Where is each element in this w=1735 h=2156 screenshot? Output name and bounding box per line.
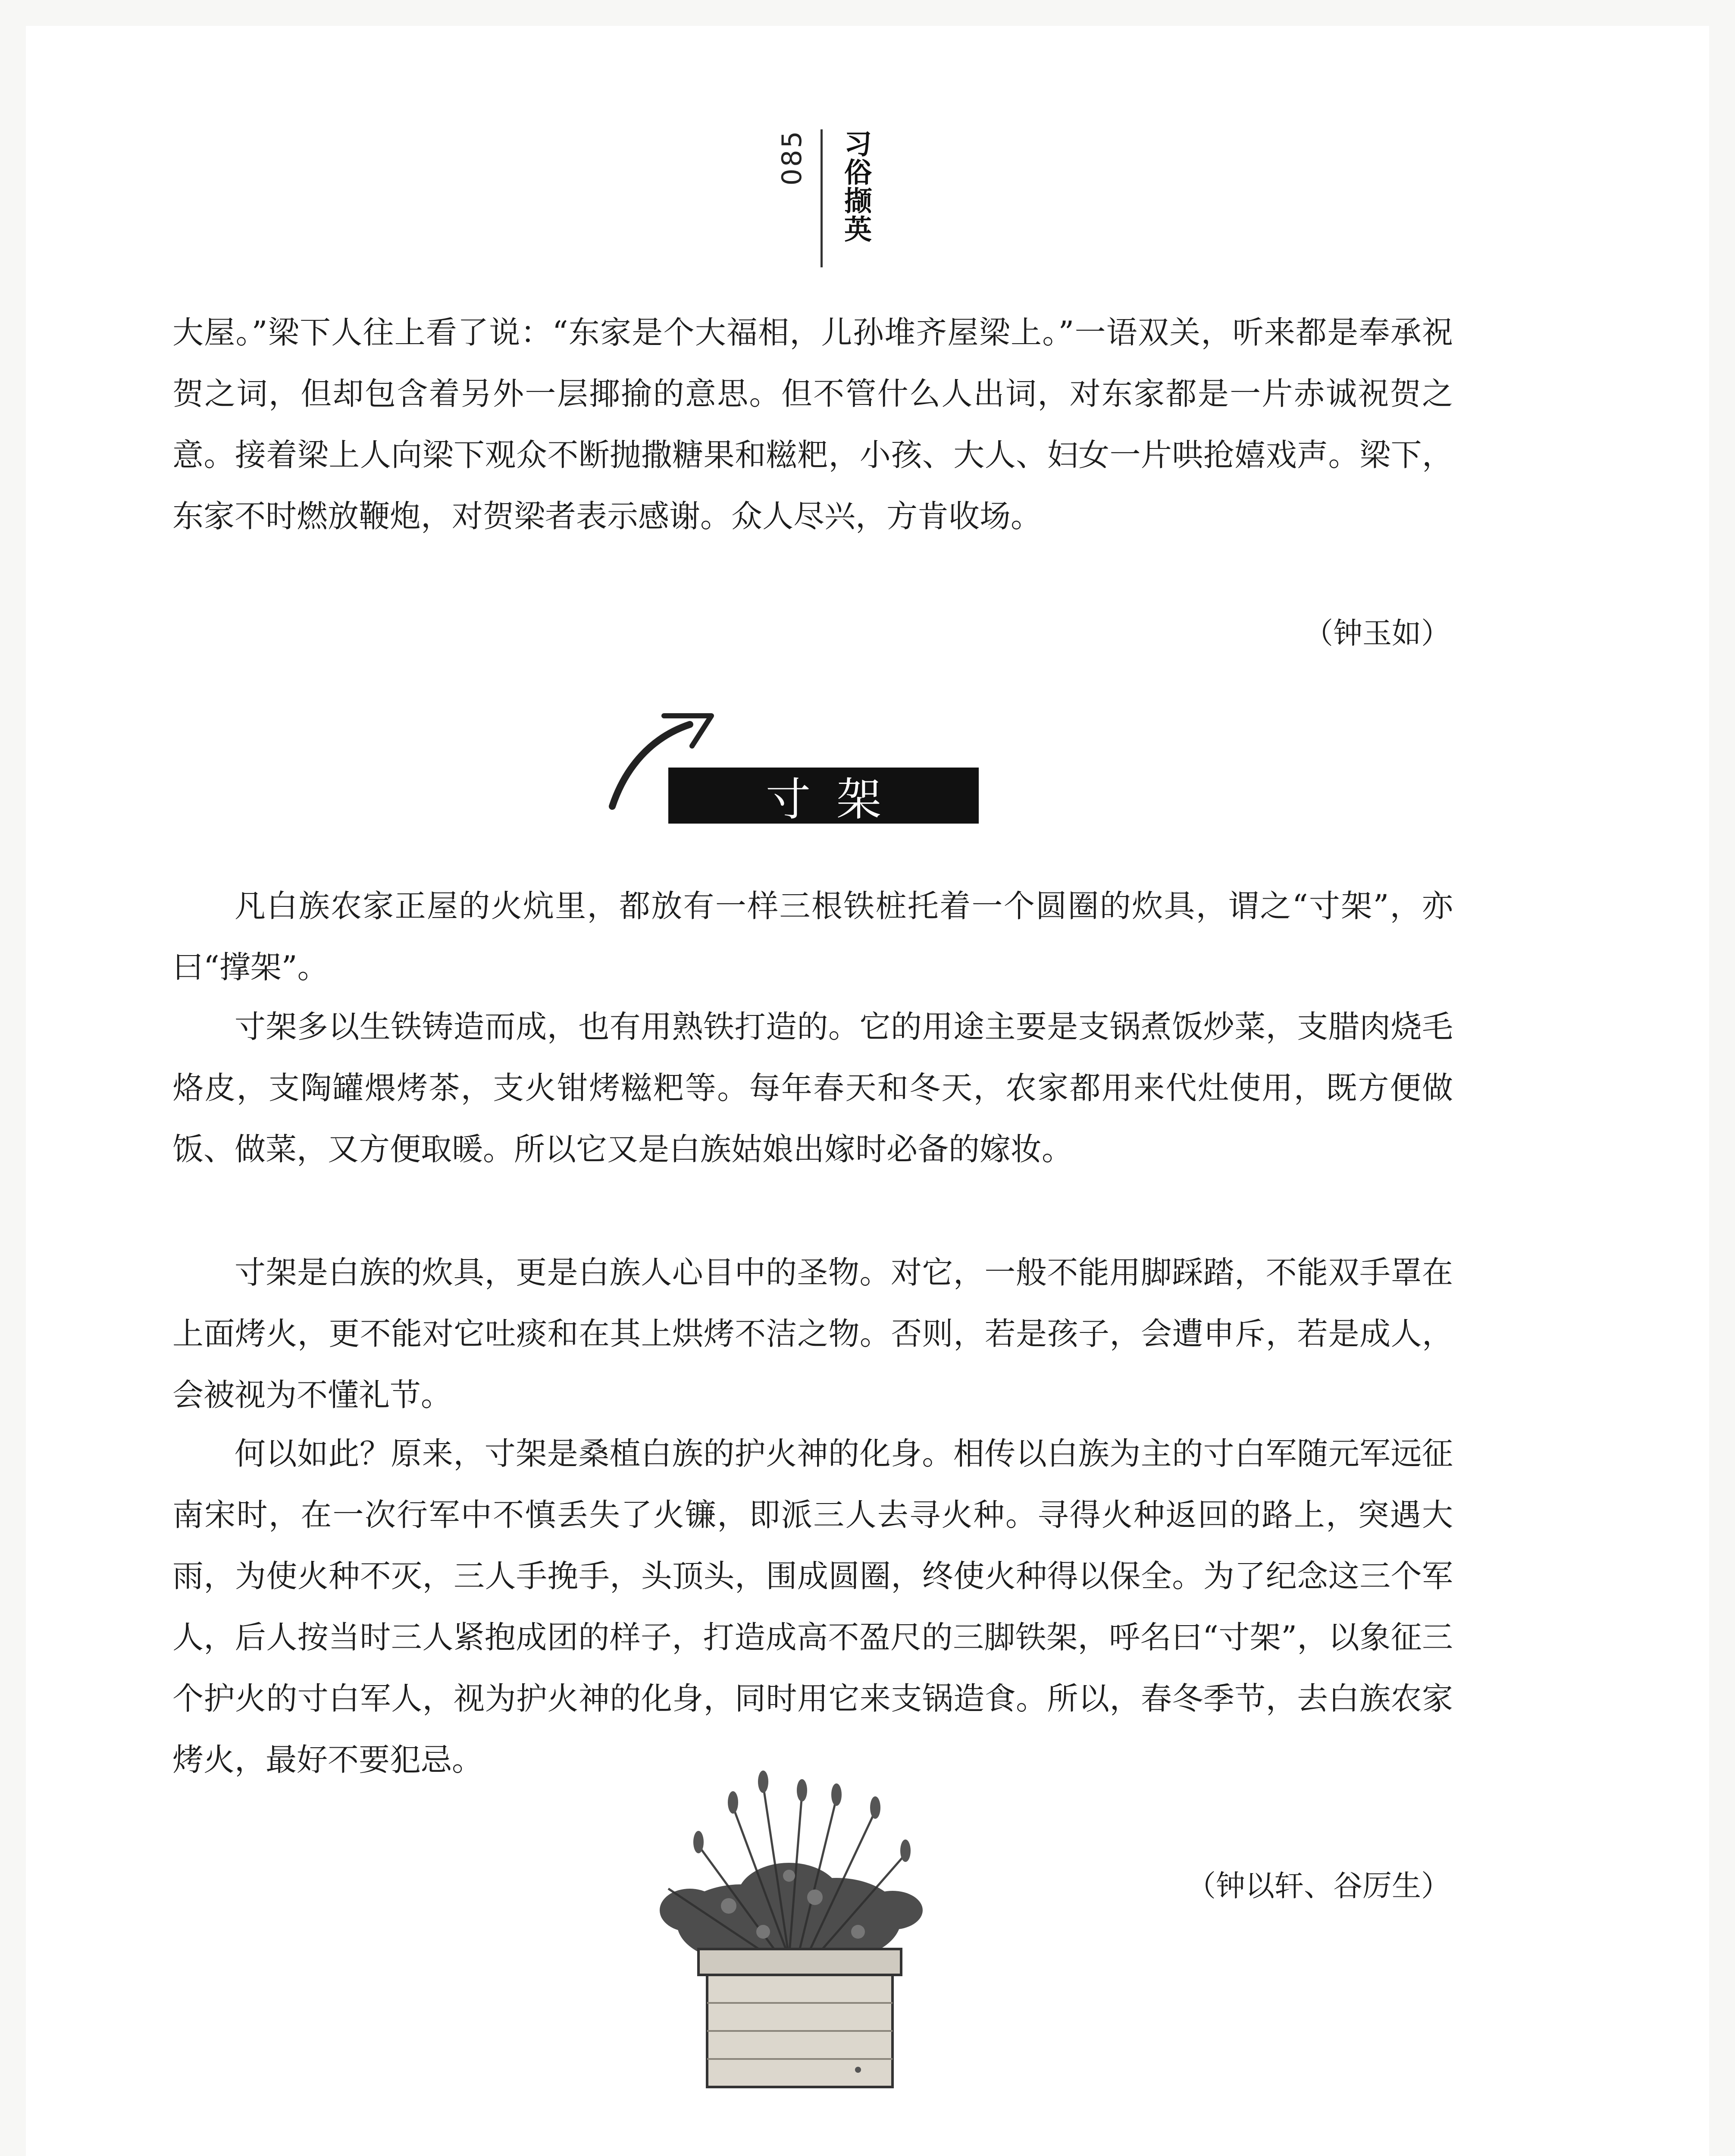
intro-paragraph: 大屋。”梁下人往上看了说：“东家是个大福相，儿孙堆齐屋梁上。”一语双关，听来都是奉承祝贺之词，但却包含着另外一层揶揄的意思。但不管什么人出词，对东家都是一片赤诚祝贺之意。接着梁上人向梁下观众不断抛撒糖果和糍粑，小孩、大人、妇女一片哄抢嬉戏声。梁下，东家不时燃放鞭炮，对贺梁者表示感谢。众人尽兴，方肯收场。	[172, 314, 1453, 534]
running-header	[776, 129, 994, 267]
article-paragraph-3: 寸架是白族的炊具，更是白族人心目中的圣物。对它，一般不能用脚踩踏，不能双手罩在上面烤火，更不能对它吐痰和在其上烘烤不洁之物。否则，若是孩子，会遭申斥，若是成人，会被视为不懂礼节。	[172, 1254, 1453, 1413]
potted-plant-illustration	[634, 1768, 944, 2096]
header-divider	[821, 129, 823, 267]
article-paragraph-4: 何以如此？原来，寸架是桑植白族的护火神的化身。相传以白族为主的寸白军随元军远征南宋时，在一次行军中不慎丢失了火镰，即派三人去寻火种。寻得火种返回的路上，突遇大雨，为使火种不灭，三人手挽手，头顶头，围成圆圈，终使火种得以保全。为了纪念这三个军人，后人按当时三人紧抱成团的样子，打造成高不盈尺的三脚铁架，呼名曰“寸架”，以象征三个护火的寸白军人，视为护火神的化身，同时用它来支锅造食。所以，春冬季节，去白族农家烤火，最好不要犯忌。	[172, 1435, 1453, 1778]
article-author: （钟以轩、谷厉生）	[1186, 1869, 1450, 1903]
article-paragraph-2: 寸架多以生铁铸造而成，也有用熟铁打造的。它的用途主要是支锅煮饭炒菜，支腊肉烧毛烙皮，支陶罐煨烤茶，支火钳烤糍粑等。每年春天和冬天，农家都用来代灶使用，既方便做饭、做菜，又方便取暖。所以它又是白族姑娘出嫁时必备的嫁妆。	[172, 1009, 1453, 1167]
article-heading	[599, 699, 987, 828]
page-number: 085	[776, 129, 808, 186]
article-title: 寸架	[765, 773, 907, 826]
article-paragraph-1: 凡白族农家正屋的火炕里，都放有一样三根铁桩托着一个圆圈的炊具，谓之“寸架”，亦曰“撑架”。	[172, 888, 1453, 985]
article-title-box	[668, 768, 979, 824]
intro-author: （钟玉如）	[1303, 617, 1450, 651]
section-name: 习俗撷英	[839, 129, 871, 243]
